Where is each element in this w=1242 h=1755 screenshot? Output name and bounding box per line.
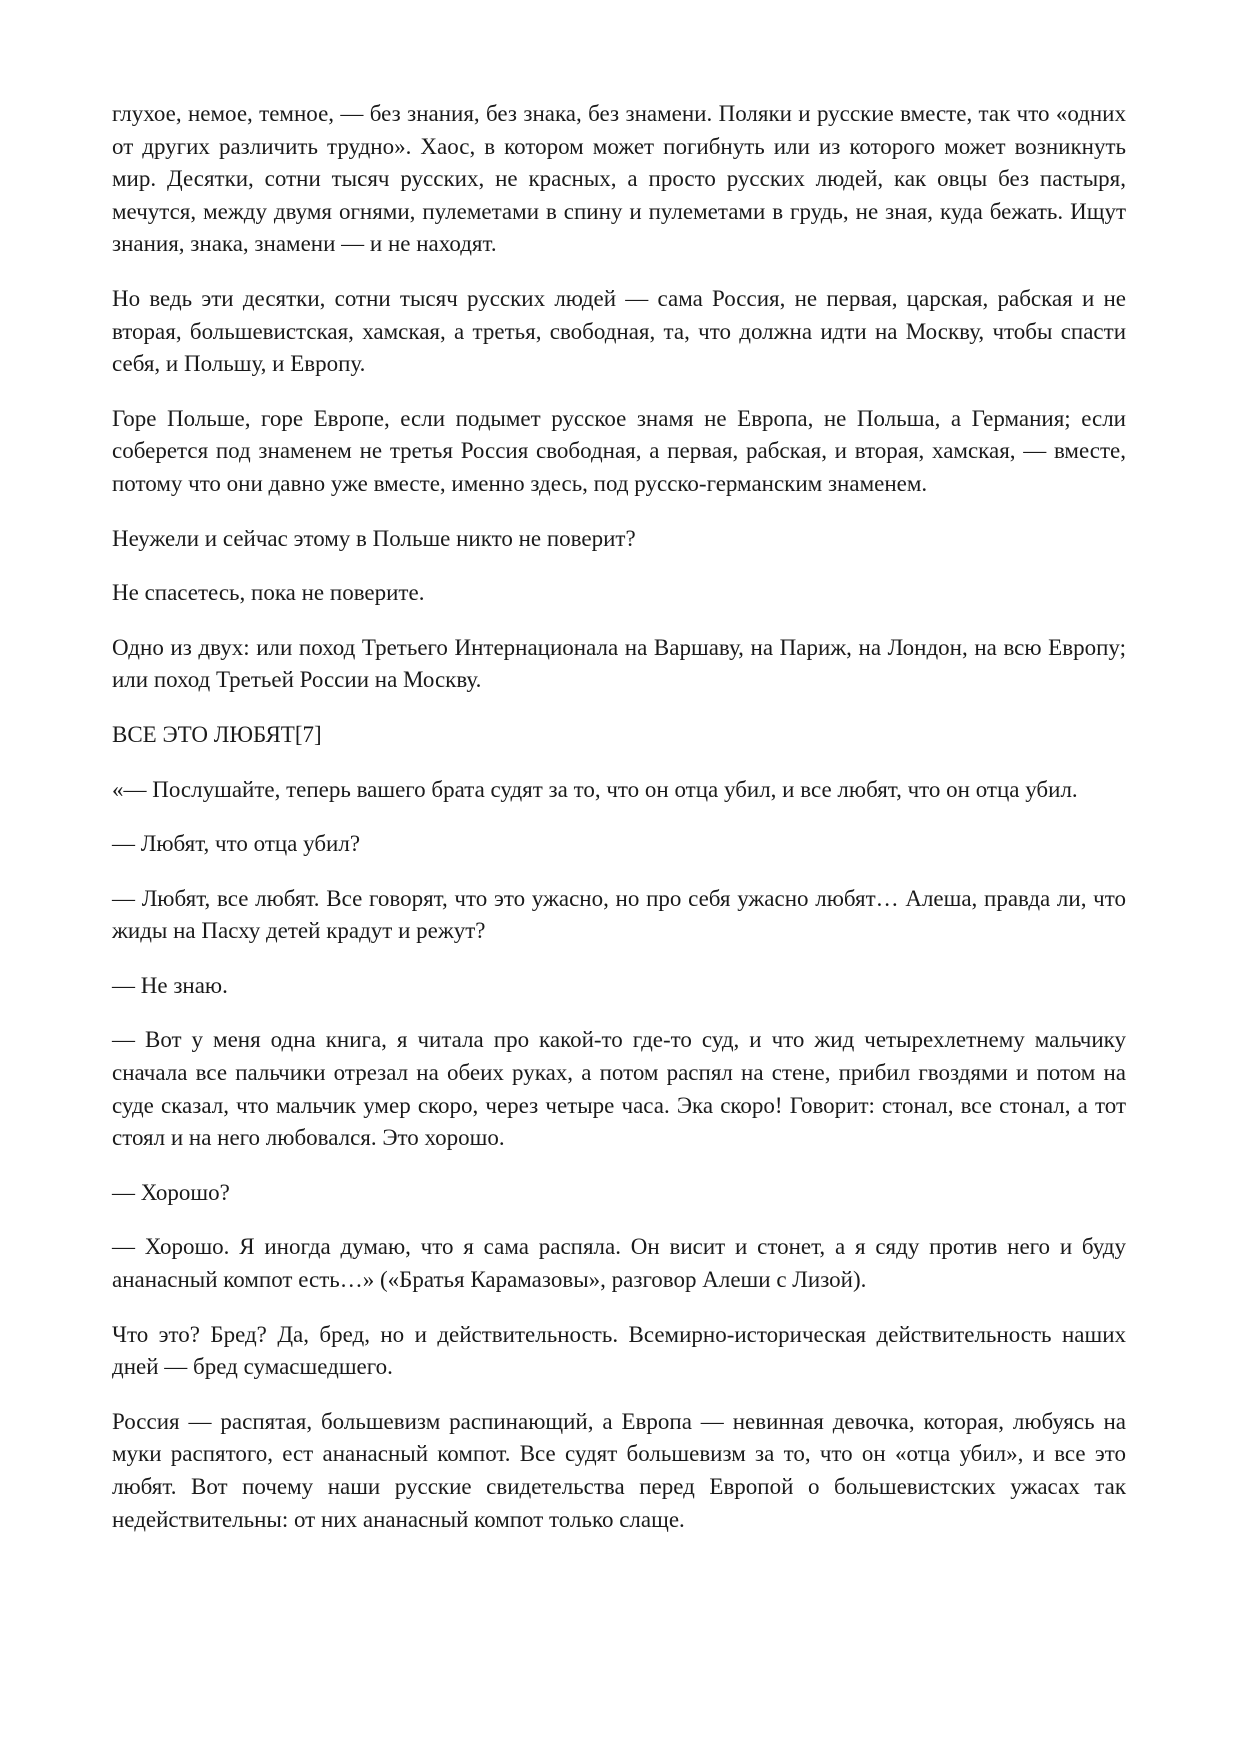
- paragraph-3: Горе Польше, горе Европе, если подымет русское знамя не Европа, не Польша, а Германия; если соберется под знаменем не третья Россия свободная, а первая, рабская, и вторая, хамская, — вместе, потому что они давно уже вместе, именно здесь, под русско-германским знаменем.: [112, 405, 1126, 496]
- paragraph-6: Одно из двух: или поход Третьего Интернационала на Варшаву, на Париж, на Лондон, на всю Европу; или поход Третьей России на Москву.: [112, 634, 1126, 693]
- paragraph-16: Россия — распятая, большевизм распинающий, а Европа — невинная девочка, которая, любуясь на муки распятого, ест ананасный компот. Все судят большевизм за то, что он «отца убил», и все это любят. Вот почему наши русские свидетельства перед Европой о большевистских ужасах так недействительны: от них ананасный компот только слаще.: [112, 1408, 1126, 1532]
- paragraph-1: глухое, немое, темное, — без знания, без знака, без знамени. Поляки и русские вместе, так что «одних от других различить трудно». Хаос, в котором может погибнуть или из которого может возникнуть мир. Десятки, сотни тысяч русских, не красных, а просто русских людей, как овцы без пастыря, мечутся, между двумя огнями, пулеметами в спину и пулеметами в грудь, не зная, куда бежать. Ищут знания, знака, знамени — и не находят.: [112, 101, 1126, 257]
- paragraph-2: Но ведь эти десятки, сотни тысяч русских людей — сама Россия, не первая, царская, рабская и не вторая, большевистская, хамская, а третья, свободная, та, что должна идти на Москву, чтобы спасти себя, и Польшу, и Европу.: [112, 285, 1126, 377]
- paragraph-8: «— Послушайте, теперь вашего брата судят за то, что он отца убил, и все любят, что он отца убил.: [112, 776, 1078, 802]
- paragraph-11: — Не знаю.: [112, 972, 228, 998]
- paragraph-5: Не спасетесь, пока не поверите.: [112, 580, 425, 606]
- paragraph-12: — Вот у меня одна книга, я читала про какой-то где-то суд, и что жид четырехлетнему мальчику сначала все пальчики отрезал на обеих руках, а потом распял на стене, прибил гвоздями и потом на суде сказал, что мальчик умер скоро, через четыре часа. Эка скоро! Говорит: стонал, все стонал, а тот стоял и на него любовался. Это хорошо.: [112, 1027, 1126, 1151]
- paragraph-14: — Хорошо. Я иногда думаю, что я сама распяла. Он висит и стонет, а я сяду против него и буду ананасный компот есть…» («Братья Карамазовы», разговор Алеши с Лизой).: [112, 1234, 1126, 1293]
- paragraph-9: — Любят, что отца убил?: [112, 831, 361, 857]
- paragraph-10: — Любят, все любят. Все говорят, что это ужасно, но про себя ужасно любят… Алеша, правда ли, что жиды на Пасху детей крадут и режут?: [112, 885, 1126, 944]
- paragraph-13: — Хорошо?: [112, 1179, 230, 1205]
- paragraph-4: Неужели и сейчас этому в Польше никто не поверит?: [112, 525, 636, 551]
- section-heading: ВСЕ ЭТО ЛЮБЯТ[7]: [112, 721, 322, 747]
- document-page: [112, 98, 1126, 1558]
- paragraph-15: Что это? Бред? Да, бред, но и действительность. Всемирно-историческая действительность наших дней — бред сумасшедшего.: [112, 1321, 1126, 1380]
